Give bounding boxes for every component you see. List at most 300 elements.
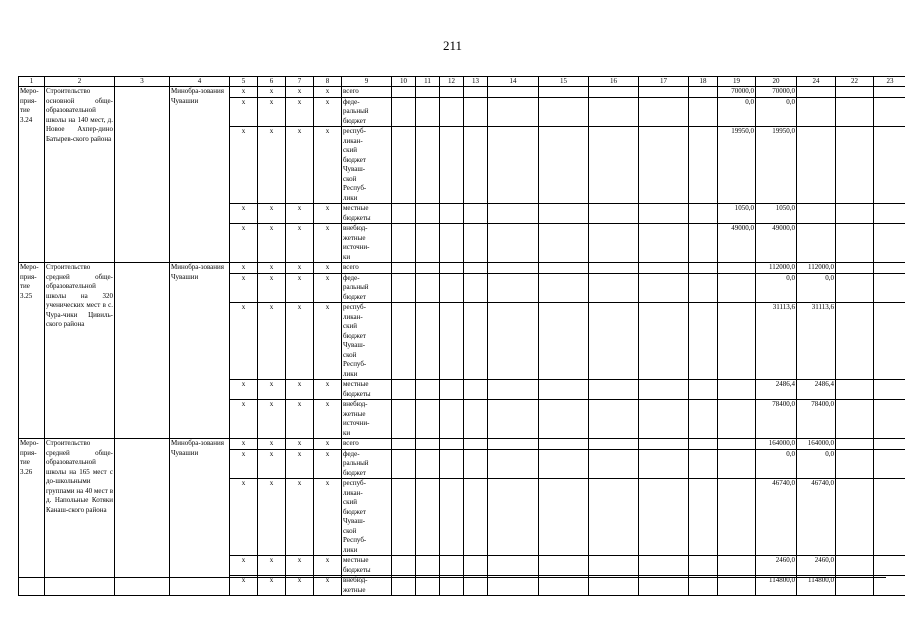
measure-id: Меро- прия- тие 3.25 bbox=[19, 263, 45, 439]
empty-cell bbox=[392, 400, 416, 439]
code-cell: х bbox=[230, 263, 258, 274]
empty-cell bbox=[416, 204, 440, 224]
measure-id: Меро- прия- тие 3.24 bbox=[19, 87, 45, 263]
empty-cell bbox=[464, 127, 488, 204]
header-row bbox=[19, 77, 905, 87]
value-col-20: 31113,6 bbox=[756, 303, 797, 380]
empty-cell bbox=[416, 400, 440, 439]
empty-cell bbox=[589, 273, 639, 303]
empty-cell bbox=[639, 87, 689, 98]
value-col-19 bbox=[718, 479, 756, 556]
empty-cell bbox=[440, 224, 464, 263]
value-col-24: 164000,0 bbox=[797, 439, 836, 450]
code-cell: х bbox=[258, 263, 286, 274]
empty-cell bbox=[488, 87, 539, 98]
empty-cell bbox=[539, 273, 589, 303]
code-cell: х bbox=[230, 576, 258, 596]
value-col-19 bbox=[718, 439, 756, 450]
empty-cell bbox=[392, 224, 416, 263]
empty-cell bbox=[464, 439, 488, 450]
empty-cell bbox=[416, 449, 440, 479]
empty-cell bbox=[689, 87, 718, 98]
empty-cell bbox=[639, 224, 689, 263]
code-cell: х bbox=[314, 87, 342, 98]
empty-cell bbox=[639, 97, 689, 127]
empty-cell bbox=[464, 449, 488, 479]
column-header: 11 bbox=[416, 77, 440, 87]
code-cell: х bbox=[286, 224, 314, 263]
code-cell: х bbox=[258, 556, 286, 576]
executor: Минобра-зования Чувашии bbox=[170, 87, 230, 263]
code-cell: х bbox=[230, 439, 258, 450]
value-col-24 bbox=[797, 87, 836, 98]
column-header: 14 bbox=[488, 77, 539, 87]
value-col-24: 78400,0 bbox=[797, 400, 836, 439]
code-cell: х bbox=[286, 204, 314, 224]
funding-source: внебюд- жетные bbox=[342, 576, 392, 596]
column-header: 19 bbox=[718, 77, 756, 87]
value-col-20: 1050,0 bbox=[756, 204, 797, 224]
empty-cell bbox=[589, 127, 639, 204]
code-cell: х bbox=[286, 380, 314, 400]
value-col-20: 2460,0 bbox=[756, 556, 797, 576]
empty-cell bbox=[539, 576, 589, 596]
column-header: 10 bbox=[392, 77, 416, 87]
code-cell: х bbox=[258, 449, 286, 479]
empty-cell bbox=[639, 556, 689, 576]
code-cell: х bbox=[314, 127, 342, 204]
page-number: 211 bbox=[442, 38, 463, 53]
code-cell: х bbox=[258, 439, 286, 450]
empty-cell bbox=[488, 439, 539, 450]
table-row bbox=[19, 263, 905, 274]
value-col-24 bbox=[797, 127, 836, 204]
column-header: 2 bbox=[45, 77, 115, 87]
empty-cell bbox=[539, 263, 589, 274]
code-cell: х bbox=[286, 263, 314, 274]
empty-cell bbox=[589, 479, 639, 556]
value-col-24 bbox=[797, 204, 836, 224]
empty-cell bbox=[589, 556, 639, 576]
value-col-20: 46740,0 bbox=[756, 479, 797, 556]
table-bottom-rule bbox=[18, 577, 886, 578]
empty-cell bbox=[392, 479, 416, 556]
empty-cell bbox=[639, 127, 689, 204]
empty-cell bbox=[416, 303, 440, 380]
empty-cell bbox=[589, 449, 639, 479]
empty-cell bbox=[639, 449, 689, 479]
empty-cell bbox=[836, 97, 874, 127]
empty-cell bbox=[689, 400, 718, 439]
empty-cell bbox=[440, 449, 464, 479]
empty-cell bbox=[392, 303, 416, 380]
column-header: 22 bbox=[836, 77, 874, 87]
value-col-19: 1050,0 bbox=[718, 204, 756, 224]
empty-cell bbox=[874, 204, 905, 224]
code-cell: х bbox=[230, 87, 258, 98]
funding-source: всего bbox=[342, 263, 392, 274]
code-cell: х bbox=[230, 400, 258, 439]
empty-cell bbox=[440, 556, 464, 576]
value-col-20: 19950,0 bbox=[756, 127, 797, 204]
empty-cell bbox=[874, 97, 905, 127]
value-col-24: 46740,0 bbox=[797, 479, 836, 556]
code-cell: х bbox=[230, 204, 258, 224]
column-header: 13 bbox=[464, 77, 488, 87]
empty-cell bbox=[639, 576, 689, 596]
empty-cell bbox=[392, 273, 416, 303]
empty-cell bbox=[689, 204, 718, 224]
value-col-19 bbox=[718, 400, 756, 439]
code-cell: х bbox=[314, 303, 342, 380]
column-header: 20 bbox=[756, 77, 797, 87]
empty-cell bbox=[416, 479, 440, 556]
column-header: 6 bbox=[258, 77, 286, 87]
empty-cell bbox=[539, 224, 589, 263]
empty-cell bbox=[464, 273, 488, 303]
empty-cell bbox=[836, 576, 874, 596]
value-col-20: 0,0 bbox=[756, 97, 797, 127]
empty-cell bbox=[836, 439, 874, 450]
code-cell: х bbox=[258, 479, 286, 556]
executor: Минобра-зования Чувашии bbox=[170, 439, 230, 596]
empty-cell bbox=[440, 97, 464, 127]
empty-cell bbox=[488, 400, 539, 439]
empty-cell bbox=[589, 380, 639, 400]
empty-cell bbox=[416, 263, 440, 274]
empty-cell bbox=[689, 449, 718, 479]
code-cell: х bbox=[314, 400, 342, 439]
code-cell: х bbox=[314, 380, 342, 400]
empty-cell bbox=[639, 479, 689, 556]
empty-cell bbox=[589, 439, 639, 450]
executor: Минобра-зования Чувашии bbox=[170, 263, 230, 439]
column-header: 24 bbox=[797, 77, 836, 87]
empty-cell bbox=[836, 87, 874, 98]
table-row bbox=[19, 439, 905, 450]
empty-cell bbox=[589, 303, 639, 380]
empty-cell bbox=[115, 87, 170, 263]
empty-cell bbox=[416, 439, 440, 450]
value-col-20: 164000,0 bbox=[756, 439, 797, 450]
empty-cell bbox=[416, 224, 440, 263]
empty-cell bbox=[464, 204, 488, 224]
empty-cell bbox=[836, 380, 874, 400]
measure-name: Строительство средней обще-образовательной школы на 165 мест с до-школьными группами на 40 мест в д. Напольные Котяки Канаш-ского района bbox=[45, 439, 115, 596]
funding-source: респуб- ликан- ский бюджет Чуваш- ской Респуб- лики bbox=[342, 127, 392, 204]
empty-cell bbox=[874, 380, 905, 400]
column-header: 17 bbox=[639, 77, 689, 87]
code-cell: х bbox=[258, 97, 286, 127]
empty-cell bbox=[392, 87, 416, 98]
code-cell: х bbox=[286, 87, 314, 98]
empty-cell bbox=[392, 576, 416, 596]
measure-id: Меро- прия- тие 3.26 bbox=[19, 439, 45, 596]
empty-cell bbox=[874, 273, 905, 303]
empty-cell bbox=[539, 204, 589, 224]
code-cell: х bbox=[258, 400, 286, 439]
empty-cell bbox=[639, 273, 689, 303]
empty-cell bbox=[464, 263, 488, 274]
empty-cell bbox=[440, 127, 464, 204]
column-header: 1 bbox=[19, 77, 45, 87]
column-header: 4 bbox=[170, 77, 230, 87]
code-cell: х bbox=[230, 380, 258, 400]
empty-cell bbox=[589, 576, 639, 596]
empty-cell bbox=[689, 263, 718, 274]
empty-cell bbox=[115, 263, 170, 439]
empty-cell bbox=[464, 87, 488, 98]
column-header: 23 bbox=[874, 77, 905, 87]
code-cell: х bbox=[258, 224, 286, 263]
code-cell: х bbox=[230, 556, 258, 576]
code-cell: х bbox=[314, 576, 342, 596]
table-row bbox=[19, 87, 905, 98]
column-header: 8 bbox=[314, 77, 342, 87]
code-cell: х bbox=[314, 224, 342, 263]
code-cell: х bbox=[258, 127, 286, 204]
empty-cell bbox=[488, 224, 539, 263]
empty-cell bbox=[440, 263, 464, 274]
column-header: 7 bbox=[286, 77, 314, 87]
value-col-24 bbox=[797, 97, 836, 127]
value-col-20: 0,0 bbox=[756, 449, 797, 479]
code-cell: х bbox=[314, 479, 342, 556]
code-cell: х bbox=[286, 479, 314, 556]
empty-cell bbox=[440, 380, 464, 400]
empty-cell bbox=[874, 263, 905, 274]
empty-cell bbox=[589, 224, 639, 263]
empty-cell bbox=[539, 449, 589, 479]
empty-cell bbox=[488, 273, 539, 303]
column-header: 15 bbox=[539, 77, 589, 87]
code-cell: х bbox=[314, 97, 342, 127]
empty-cell bbox=[589, 97, 639, 127]
empty-cell bbox=[836, 273, 874, 303]
value-col-19 bbox=[718, 273, 756, 303]
empty-cell bbox=[639, 380, 689, 400]
value-col-20: 70000,0 bbox=[756, 87, 797, 98]
column-header: 18 bbox=[689, 77, 718, 87]
empty-cell bbox=[836, 449, 874, 479]
empty-cell bbox=[539, 479, 589, 556]
empty-cell bbox=[488, 263, 539, 274]
empty-cell bbox=[836, 263, 874, 274]
code-cell: х bbox=[258, 380, 286, 400]
value-col-19 bbox=[718, 449, 756, 479]
empty-cell bbox=[488, 127, 539, 204]
funding-source: респуб- ликан- ский бюджет Чуваш- ской Респуб- лики bbox=[342, 479, 392, 556]
empty-cell bbox=[589, 204, 639, 224]
column-header: 16 bbox=[589, 77, 639, 87]
code-cell: х bbox=[286, 449, 314, 479]
code-cell: х bbox=[286, 556, 314, 576]
empty-cell bbox=[392, 204, 416, 224]
empty-cell bbox=[392, 127, 416, 204]
empty-cell bbox=[392, 263, 416, 274]
code-cell: х bbox=[230, 449, 258, 479]
empty-cell bbox=[874, 439, 905, 450]
empty-cell bbox=[639, 263, 689, 274]
value-col-19 bbox=[718, 263, 756, 274]
empty-cell bbox=[392, 449, 416, 479]
value-col-19 bbox=[718, 556, 756, 576]
empty-cell bbox=[836, 479, 874, 556]
code-cell: х bbox=[258, 303, 286, 380]
value-col-20: 2486,4 bbox=[756, 380, 797, 400]
value-col-24: 0,0 bbox=[797, 449, 836, 479]
code-cell: х bbox=[258, 87, 286, 98]
empty-cell bbox=[689, 556, 718, 576]
empty-cell bbox=[488, 380, 539, 400]
empty-cell bbox=[416, 556, 440, 576]
value-col-24: 112000,0 bbox=[797, 263, 836, 274]
code-cell: х bbox=[314, 439, 342, 450]
empty-cell bbox=[836, 224, 874, 263]
empty-cell bbox=[440, 303, 464, 380]
empty-cell bbox=[464, 576, 488, 596]
empty-cell bbox=[689, 439, 718, 450]
empty-cell bbox=[440, 576, 464, 596]
code-cell: х bbox=[230, 127, 258, 204]
code-cell: х bbox=[258, 204, 286, 224]
empty-cell bbox=[689, 273, 718, 303]
value-col-20: 114800,0 bbox=[756, 576, 797, 596]
empty-cell bbox=[539, 380, 589, 400]
empty-cell bbox=[689, 127, 718, 204]
code-cell: х bbox=[230, 303, 258, 380]
empty-cell bbox=[589, 400, 639, 439]
empty-cell bbox=[874, 479, 905, 556]
empty-cell bbox=[874, 576, 905, 596]
empty-cell bbox=[539, 400, 589, 439]
empty-cell bbox=[874, 400, 905, 439]
empty-cell bbox=[488, 449, 539, 479]
empty-cell bbox=[874, 303, 905, 380]
empty-cell bbox=[488, 97, 539, 127]
empty-cell bbox=[488, 576, 539, 596]
empty-cell bbox=[115, 439, 170, 596]
value-col-24: 2460,0 bbox=[797, 556, 836, 576]
column-header: 12 bbox=[440, 77, 464, 87]
empty-cell bbox=[836, 303, 874, 380]
empty-cell bbox=[689, 224, 718, 263]
value-col-24: 2486,4 bbox=[797, 380, 836, 400]
code-cell: х bbox=[230, 97, 258, 127]
funding-source: феде- ральный бюджет bbox=[342, 273, 392, 303]
empty-cell bbox=[689, 97, 718, 127]
empty-cell bbox=[689, 576, 718, 596]
code-cell: х bbox=[230, 224, 258, 263]
value-col-19: 49000,0 bbox=[718, 224, 756, 263]
empty-cell bbox=[874, 127, 905, 204]
funding-source: всего bbox=[342, 87, 392, 98]
value-col-19: 70000,0 bbox=[718, 87, 756, 98]
measure-name: Строительство средней обще-образовательной школы на 320 ученических мест в с. Чура-чики Цивиль-ского района bbox=[45, 263, 115, 439]
value-col-24: 0,0 bbox=[797, 273, 836, 303]
code-cell: х bbox=[258, 576, 286, 596]
code-cell: х bbox=[286, 576, 314, 596]
empty-cell bbox=[874, 87, 905, 98]
funding-source: местные бюджеты bbox=[342, 380, 392, 400]
empty-cell bbox=[589, 87, 639, 98]
empty-cell bbox=[874, 556, 905, 576]
empty-cell bbox=[639, 204, 689, 224]
funding-source: всего bbox=[342, 439, 392, 450]
code-cell: х bbox=[286, 400, 314, 439]
code-cell: х bbox=[286, 127, 314, 204]
column-header: 9 bbox=[342, 77, 392, 87]
empty-cell bbox=[488, 303, 539, 380]
empty-cell bbox=[689, 303, 718, 380]
empty-cell bbox=[440, 204, 464, 224]
value-col-24: 31113,6 bbox=[797, 303, 836, 380]
empty-cell bbox=[392, 97, 416, 127]
value-col-19 bbox=[718, 576, 756, 596]
code-cell: х bbox=[258, 273, 286, 303]
funding-source: феде- ральный бюджет bbox=[342, 449, 392, 479]
value-col-19 bbox=[718, 303, 756, 380]
value-col-24: 114800,0 bbox=[797, 576, 836, 596]
empty-cell bbox=[416, 97, 440, 127]
empty-cell bbox=[639, 303, 689, 380]
empty-cell bbox=[874, 224, 905, 263]
value-col-19 bbox=[718, 380, 756, 400]
measure-name: Строительство основной обще-образовательной школы на 140 мест, д. Новое Ахпер-дино Батырев-ского района bbox=[45, 87, 115, 263]
code-cell: х bbox=[286, 97, 314, 127]
value-col-20: 0,0 bbox=[756, 273, 797, 303]
empty-cell bbox=[440, 87, 464, 98]
empty-cell bbox=[488, 479, 539, 556]
empty-cell bbox=[836, 127, 874, 204]
empty-cell bbox=[539, 303, 589, 380]
value-col-19: 0,0 bbox=[718, 97, 756, 127]
funding-source: внебюд- жетные источни- ки bbox=[342, 224, 392, 263]
empty-cell bbox=[392, 439, 416, 450]
code-cell: х bbox=[314, 449, 342, 479]
empty-cell bbox=[689, 380, 718, 400]
code-cell: х bbox=[230, 273, 258, 303]
column-header: 3 bbox=[115, 77, 170, 87]
code-cell: х bbox=[286, 439, 314, 450]
value-col-20: 49000,0 bbox=[756, 224, 797, 263]
empty-cell bbox=[464, 400, 488, 439]
empty-cell bbox=[440, 479, 464, 556]
empty-cell bbox=[464, 303, 488, 380]
empty-cell bbox=[639, 439, 689, 450]
empty-cell bbox=[539, 87, 589, 98]
funding-source: местные бюджеты bbox=[342, 204, 392, 224]
empty-cell bbox=[488, 556, 539, 576]
code-cell: х bbox=[314, 263, 342, 274]
empty-cell bbox=[416, 127, 440, 204]
empty-cell bbox=[440, 439, 464, 450]
empty-cell bbox=[689, 479, 718, 556]
funding-source: местные бюджеты bbox=[342, 556, 392, 576]
funding-source: внебюд- жетные источни- ки bbox=[342, 400, 392, 439]
code-cell: х bbox=[286, 273, 314, 303]
empty-cell bbox=[464, 97, 488, 127]
program-table bbox=[18, 76, 905, 596]
value-col-20: 112000,0 bbox=[756, 263, 797, 274]
empty-cell bbox=[539, 439, 589, 450]
empty-cell bbox=[639, 400, 689, 439]
empty-cell bbox=[539, 97, 589, 127]
empty-cell bbox=[589, 263, 639, 274]
code-cell: х bbox=[314, 273, 342, 303]
empty-cell bbox=[416, 87, 440, 98]
empty-cell bbox=[539, 556, 589, 576]
